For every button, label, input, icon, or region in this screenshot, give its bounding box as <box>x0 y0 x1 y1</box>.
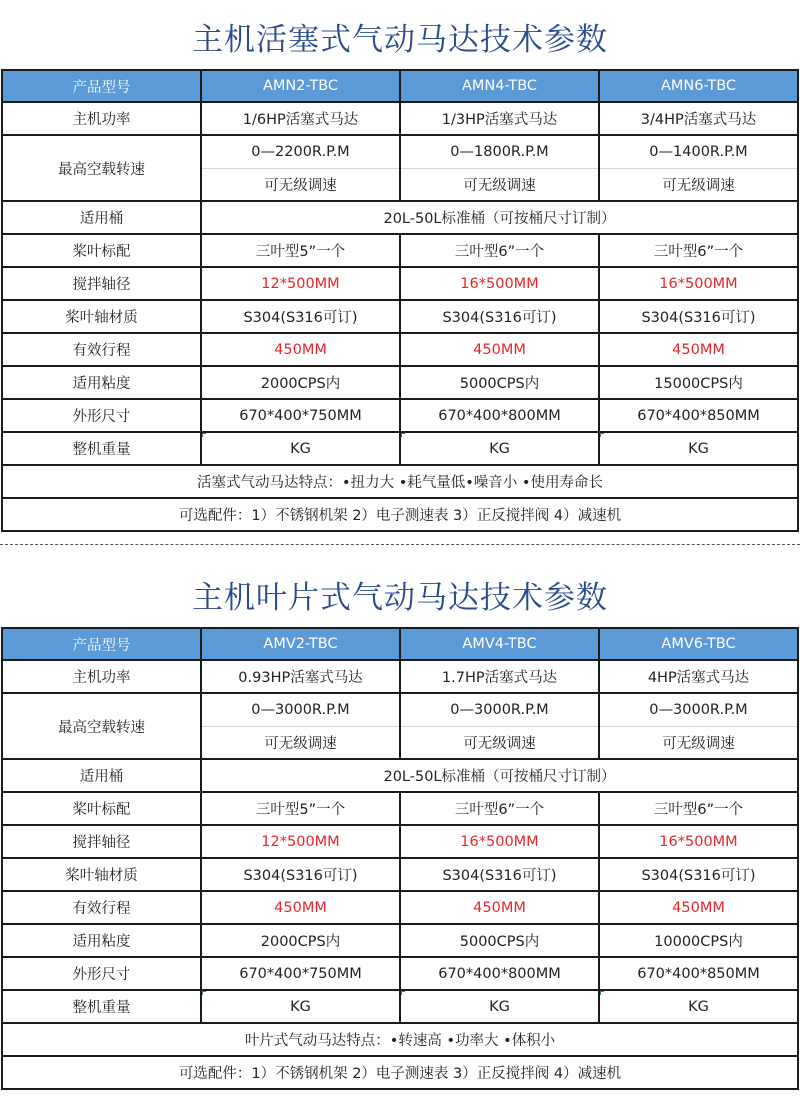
table-row-weight <box>2 990 798 1023</box>
table-cell: 670*400*850MM <box>599 399 798 432</box>
table-row-speed <box>2 693 798 727</box>
vane-motor-spec-table <box>1 627 799 1090</box>
table-row-power <box>2 660 798 693</box>
row-label: 桨叶标配 <box>2 792 201 825</box>
table-cell: 0—3000R.P.M <box>400 693 599 727</box>
table-cell: 可无级调速 <box>599 727 798 760</box>
table-row-dimensions <box>2 399 798 432</box>
table-cell: 0—1800R.P.M <box>400 135 599 169</box>
row-label: 桨叶轴材质 <box>2 858 201 891</box>
model-cell: AMV2-TBC <box>201 628 400 660</box>
table-cell: 1/6HP活塞式马达 <box>201 102 400 135</box>
table-row-shaft-material <box>2 300 798 333</box>
table-cell: 450MM <box>201 333 400 366</box>
table-cell: 3/4HP活塞式马达 <box>599 102 798 135</box>
table-row-shaft-diameter <box>2 825 798 858</box>
table-cell: 1.7HP活塞式马达 <box>400 660 599 693</box>
table-row-features <box>2 465 798 498</box>
row-label: 最高空载转速 <box>2 135 201 201</box>
table-cell: 670*400*850MM <box>599 957 798 990</box>
table-cell: 16*500MM <box>599 825 798 858</box>
table-header-row <box>2 70 798 102</box>
vane-motor-spec-title: 主机叶片式气动马达技术参数 <box>192 580 608 616</box>
table-cell: KG <box>599 990 798 1023</box>
table-cell: S304(S316可订) <box>201 858 400 891</box>
table-cell: 670*400*800MM <box>400 399 599 432</box>
table-header-row <box>2 628 798 660</box>
features-cell: 叶片式气动马达特点：•转速高 •功率大 •体积小 <box>2 1023 798 1056</box>
table-row-bucket <box>2 759 798 792</box>
table-cell: 450MM <box>400 891 599 924</box>
table-cell: 0—3000R.P.M <box>201 693 400 727</box>
table-row-accessories <box>2 498 798 531</box>
table-cell: 1/3HP活塞式马达 <box>400 102 599 135</box>
row-label: 主机功率 <box>2 102 201 135</box>
table-cell: 0.93HP活塞式马达 <box>201 660 400 693</box>
table-cell: 20L-50L标准桶（可按桶尺寸订制） <box>201 759 798 792</box>
table-row-dimensions <box>2 957 798 990</box>
model-cell: AMN6-TBC <box>599 70 798 102</box>
section-divider <box>0 544 800 545</box>
row-label: 适用粘度 <box>2 366 201 399</box>
table-cell: 可无级调速 <box>400 727 599 760</box>
table-cell: 三叶型6”一个 <box>599 234 798 267</box>
table-cell: S304(S316可订) <box>201 300 400 333</box>
row-label: 搅拌轴径 <box>2 825 201 858</box>
piston-motor-spec-title: 主机活塞式气动马达技术参数 <box>192 22 608 58</box>
table-cell: KG <box>201 432 400 465</box>
table-cell: 5000CPS内 <box>400 366 599 399</box>
table-cell: 16*500MM <box>400 267 599 300</box>
table-cell: 670*400*800MM <box>400 957 599 990</box>
table-cell: 可无级调速 <box>201 169 400 202</box>
table-cell: S304(S316可订) <box>599 858 798 891</box>
table-row-features <box>2 1023 798 1056</box>
model-cell: AMV4-TBC <box>400 628 599 660</box>
row-label: 桨叶标配 <box>2 234 201 267</box>
table-cell: 450MM <box>400 333 599 366</box>
table-row-stroke <box>2 333 798 366</box>
row-label: 整机重量 <box>2 432 201 465</box>
features-cell: 活塞式气动马达特点：•扭力大 •耗气量低•噪音小 •使用寿命长 <box>2 465 798 498</box>
table-cell: 670*400*750MM <box>201 957 400 990</box>
row-label: 主机功率 <box>2 660 201 693</box>
piston-motor-spec-table <box>1 69 799 532</box>
row-label: 有效行程 <box>2 333 201 366</box>
table-cell: 三叶型6”一个 <box>400 234 599 267</box>
model-cell: AMV6-TBC <box>599 628 798 660</box>
table-cell: 三叶型6”一个 <box>599 792 798 825</box>
table-cell: KG <box>201 990 400 1023</box>
table-cell: 可无级调速 <box>599 169 798 202</box>
table-cell: 20L-50L标准桶（可按桶尺寸订制） <box>201 201 798 234</box>
table-row-impeller <box>2 792 798 825</box>
header-label: 产品型号 <box>2 70 201 102</box>
table-row-shaft-material <box>2 858 798 891</box>
table-row-bucket <box>2 201 798 234</box>
table-row-speed <box>2 135 798 169</box>
table-cell: 450MM <box>599 891 798 924</box>
table-row-weight <box>2 432 798 465</box>
row-label: 有效行程 <box>2 891 201 924</box>
table-cell: S304(S316可订) <box>400 300 599 333</box>
table-cell: 0—2200R.P.M <box>201 135 400 169</box>
model-cell: AMN2-TBC <box>201 70 400 102</box>
table-cell: S304(S316可订) <box>400 858 599 891</box>
table-cell: 12*500MM <box>201 267 400 300</box>
table-row-accessories <box>2 1056 798 1089</box>
table-cell: 2000CPS内 <box>201 924 400 957</box>
table-row-viscosity <box>2 366 798 399</box>
table-cell: 三叶型6”一个 <box>400 792 599 825</box>
table-cell: KG <box>400 990 599 1023</box>
table-cell: 0—1400R.P.M <box>599 135 798 169</box>
table-cell: 4HP活塞式马达 <box>599 660 798 693</box>
table-cell: 16*500MM <box>400 825 599 858</box>
table-cell: 450MM <box>599 333 798 366</box>
row-label: 搅拌轴径 <box>2 267 201 300</box>
table-cell: 可无级调速 <box>201 727 400 760</box>
table-cell: KG <box>599 432 798 465</box>
row-label: 适用桶 <box>2 201 201 234</box>
row-label: 外形尺寸 <box>2 957 201 990</box>
table-cell: 10000CPS内 <box>599 924 798 957</box>
table-cell: 可无级调速 <box>400 169 599 202</box>
row-label: 最高空载转速 <box>2 693 201 759</box>
table-row-shaft-diameter <box>2 267 798 300</box>
table-row-impeller <box>2 234 798 267</box>
header-label: 产品型号 <box>2 628 201 660</box>
table-cell: 三叶型5”一个 <box>201 792 400 825</box>
table-cell: 12*500MM <box>201 825 400 858</box>
table-cell: 三叶型5”一个 <box>201 234 400 267</box>
table-cell: S304(S316可订) <box>599 300 798 333</box>
row-label: 整机重量 <box>2 990 201 1023</box>
model-cell: AMN4-TBC <box>400 70 599 102</box>
table-row-power <box>2 102 798 135</box>
row-label: 适用桶 <box>2 759 201 792</box>
table-cell: 450MM <box>201 891 400 924</box>
table-cell: 0—3000R.P.M <box>599 693 798 727</box>
table-cell: KG <box>400 432 599 465</box>
table-cell: 16*500MM <box>599 267 798 300</box>
row-label: 外形尺寸 <box>2 399 201 432</box>
table-row-viscosity <box>2 924 798 957</box>
row-label: 桨叶轴材质 <box>2 300 201 333</box>
table-row-stroke <box>2 891 798 924</box>
accessories-cell: 可选配件：1）不锈钢机架 2）电子测速表 3）正反搅拌阀 4）减速机 <box>2 498 798 531</box>
accessories-cell: 可选配件：1）不锈钢机架 2）电子测速表 3）正反搅拌阀 4）减速机 <box>2 1056 798 1089</box>
row-label: 适用粘度 <box>2 924 201 957</box>
table-cell: 15000CPS内 <box>599 366 798 399</box>
table-cell: 2000CPS内 <box>201 366 400 399</box>
table-cell: 670*400*750MM <box>201 399 400 432</box>
table-cell: 5000CPS内 <box>400 924 599 957</box>
